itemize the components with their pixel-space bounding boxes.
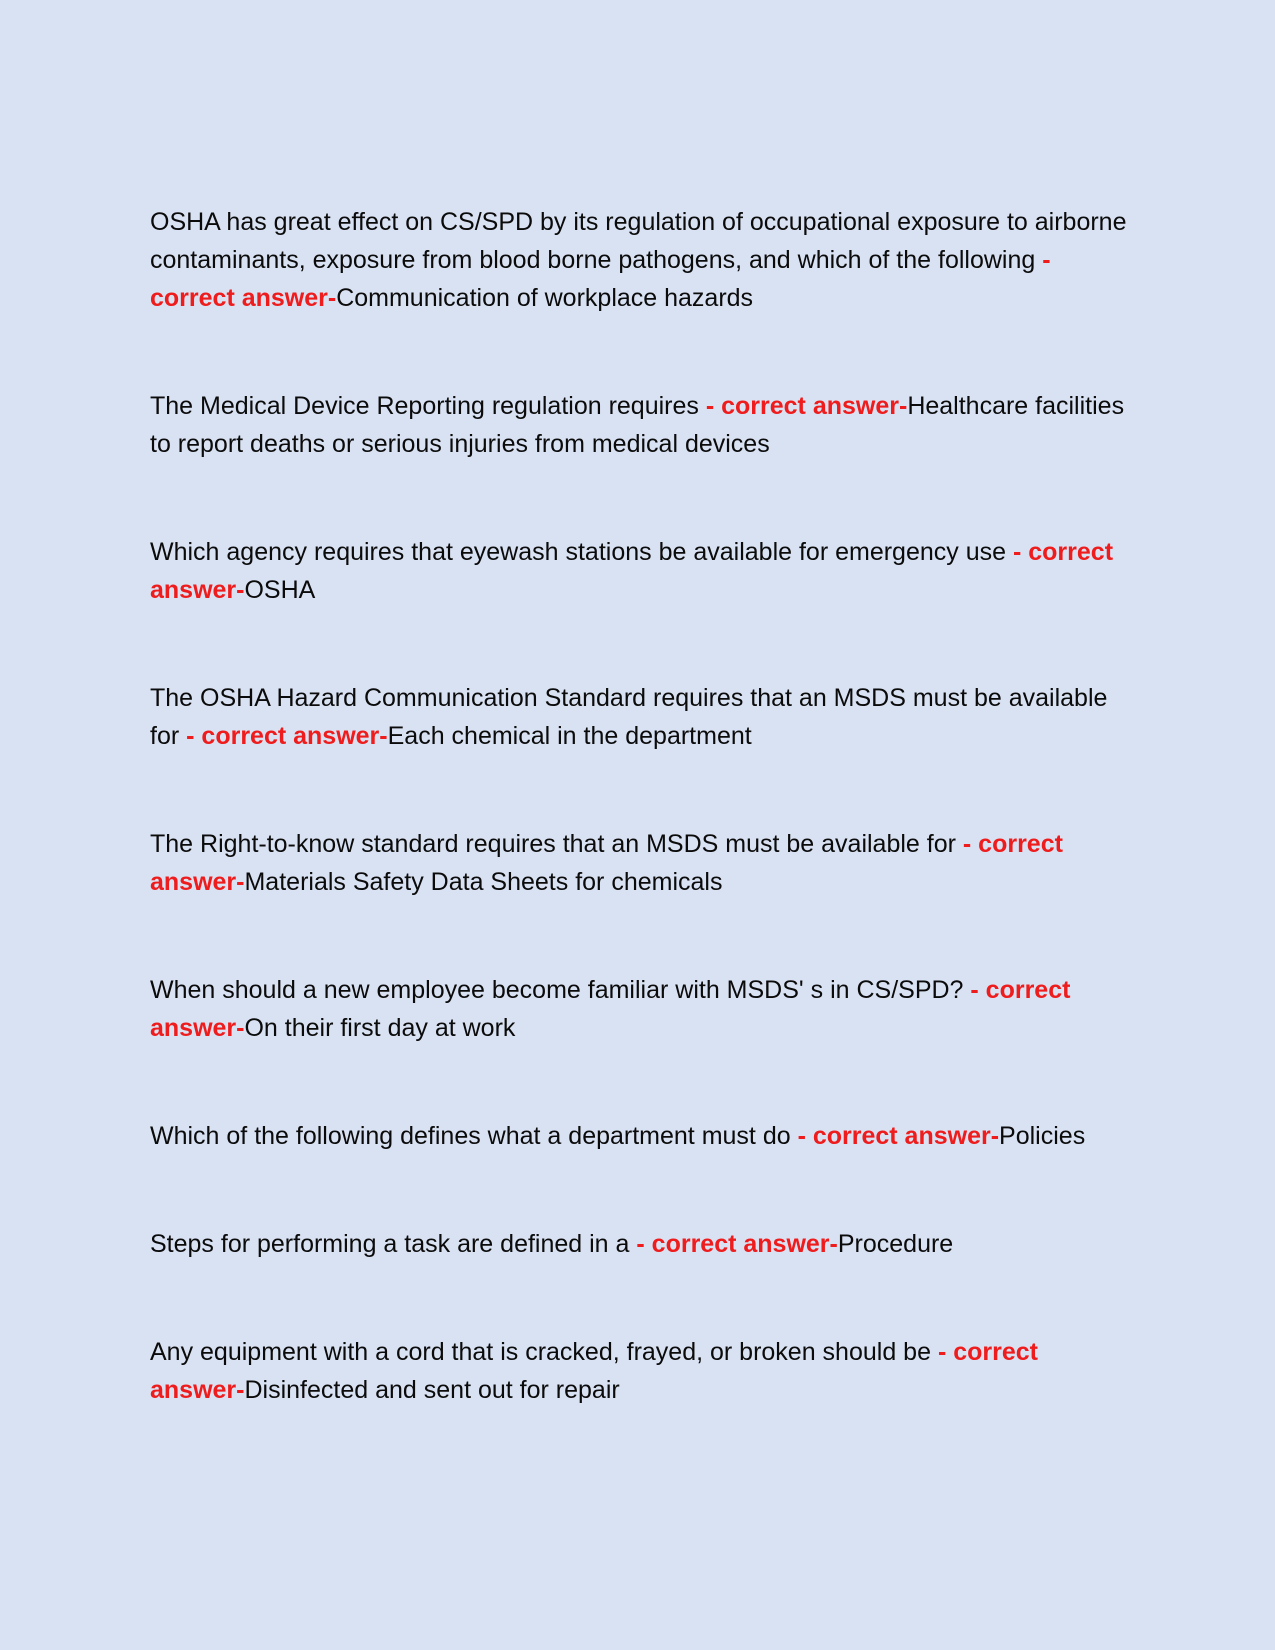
question-text: Which of the following defines what a department must do [150,1122,791,1150]
qa-item-2 [150,387,1130,463]
question-text: OSHA has great effect on CS/SPD by its regulation of occupational exposure to airborne contaminants, exposure from blood borne pathogens, and which of the following [150,208,1127,274]
answer-marker: - correct answer- [150,538,1114,604]
answer-text: Communication of workplace hazards [336,284,754,312]
answer-text: Disinfected and sent out for repair [244,1376,620,1404]
answer-text: OSHA [244,576,316,604]
answer-marker: - correct answer- [150,830,1063,896]
answer-text: Policies [999,1122,1086,1150]
answer-text: On their first day at work [244,1014,516,1042]
answer-text: Procedure [837,1230,954,1258]
answer-text: Healthcare facilities to report deaths or serious injuries from medical devices [150,392,1125,458]
answer-marker: - correct answer- [636,1230,838,1258]
question-text: Which agency requires that eyewash stations be available for emergency use [150,538,1007,566]
question-text: Any equipment with a cord that is cracked, frayed, or broken should be [150,1338,931,1366]
qa-item-6 [150,971,1130,1047]
document-page [150,203,1130,1479]
qa-item-9 [150,1333,1130,1409]
qa-item-7 [150,1117,1130,1155]
answer-marker: - correct answer- [150,1338,1038,1404]
qa-item-1 [150,203,1130,317]
question-text: When should a new employee become familiar with MSDS' s in CS/SPD? [150,976,964,1004]
qa-item-4 [150,679,1130,755]
qa-item-8 [150,1225,1130,1263]
answer-marker: - correct answer- [150,976,1071,1042]
question-text: Steps for performing a task are defined in a [150,1230,630,1258]
question-text: The OSHA Hazard Communication Standard requires that an MSDS must be available for [150,684,1108,750]
qa-item-3 [150,533,1130,609]
answer-text: Each chemical in the department [387,722,752,750]
answer-text: Materials Safety Data Sheets for chemicals [244,868,723,896]
qa-item-5 [150,825,1130,901]
answer-marker: - correct answer- [705,392,908,420]
question-text: The Right-to-know standard requires that an MSDS must be available for [150,830,956,858]
answer-marker: - correct answer- [150,246,1051,312]
question-text: The Medical Device Reporting regulation requires [150,392,699,420]
answer-marker: - correct answer- [797,1122,1000,1150]
answer-marker: - correct answer- [186,722,388,750]
